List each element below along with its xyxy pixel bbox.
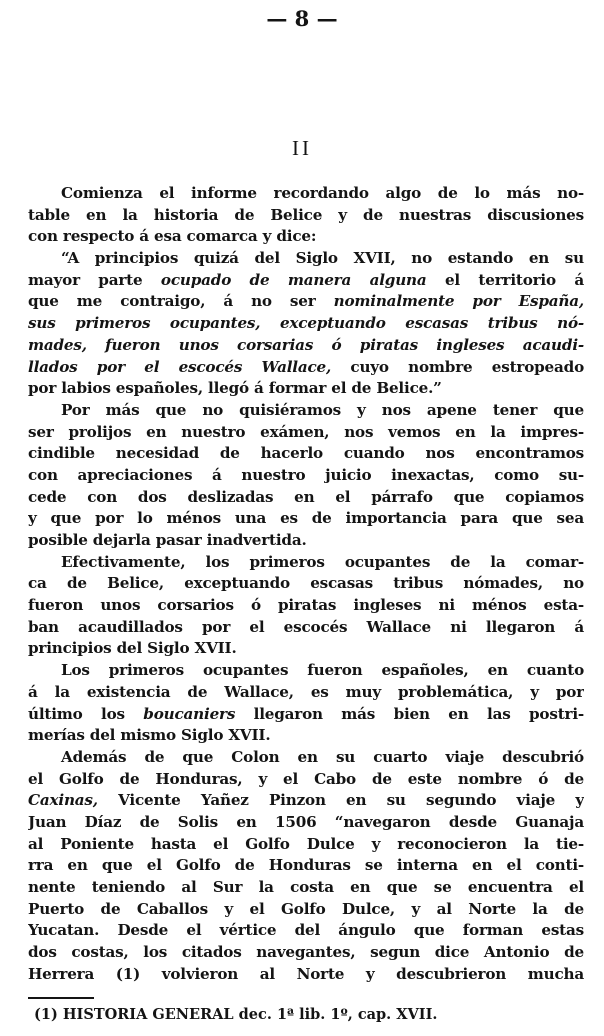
text-line: con apreciaciones á nuestro juicio inexactas, como su- — [28, 465, 584, 484]
text-line: Comienza el informe recordando algo de lo más no- — [61, 184, 584, 202]
text-line: principios del Siglo XVII. — [28, 639, 237, 658]
text-line: que me contraigo, á no ser nominalmente por España, — [28, 292, 584, 311]
body-text — [28, 183, 584, 985]
text-line: sus primeros ocupantes, exceptuando escasas tribus nó- — [28, 314, 584, 333]
text-line: por labios españoles, llegó á formar el de Belice.” — [28, 379, 442, 398]
text-line: Por más que no quisiéramos y nos apene tener que — [61, 400, 584, 419]
text-line: cindible necesidad de hacerlo cuando nos encontramos — [28, 444, 584, 463]
text-line: el Golfo de Honduras, y el Cabo de este nombre ó de — [28, 769, 584, 788]
text-line: Puerto de Caballos y el Golfo Dulce, y al Norte la de — [28, 899, 584, 918]
text-line: Herrera (1) volvieron al Norte y descubrieron mucha — [28, 964, 584, 983]
text-line: Efectivamente, los primeros ocupantes de la comar- — [61, 552, 584, 571]
text-line: posible dejarla pasar inadvertida. — [28, 531, 307, 549]
text-line: Caxinas, Vicente Yañez Pinzon en su segundo viaje y — [28, 791, 584, 810]
footnote: (1) HISTORIA GENERAL dec. 1ª lib. 1º, cap. XVII. — [34, 1006, 438, 1023]
text-line: table en la historia de Belice y de nuestras discusiones — [28, 205, 584, 224]
text-line: rra en que el Golfo de Honduras se interna en el conti- — [28, 856, 584, 875]
page-number: — 8 — — [266, 6, 338, 31]
text-line: último los boucaniers llegaron más bien en las postri- — [28, 704, 584, 723]
text-line: con respecto á esa comarca y dice: — [28, 227, 317, 246]
text-line: dos costas, los citados navegantes, segun dice Antonio de — [28, 943, 584, 962]
text-line: y que por lo ménos una es de importancia para que sea — [28, 509, 584, 528]
text-line: ser prolijos en nuestro exámen, nos vemos en la impres- — [28, 422, 584, 441]
text-line: Yucatan. Desde el vértice del ángulo que forman estas — [28, 921, 584, 940]
text-line: nente teniendo al Sur la costa en que se encuentra el — [28, 878, 584, 896]
text-line: á la existencia de Wallace, es muy problemática, y por — [28, 682, 584, 701]
footnote-rule — [28, 997, 94, 999]
text-line: Juan Díaz de Solis en 1506 “navegaron desde Guanaja — [28, 812, 584, 831]
text-line: Además de que Colon en su cuarto viaje descubrió — [61, 747, 584, 766]
text-line: al Poniente hasta el Golfo Dulce y reconocieron la tie- — [28, 834, 584, 853]
text-line: fueron unos corsarios ó piratas ingleses ni ménos esta- — [28, 596, 584, 615]
text-line: ban acaudillados por el escocés Wallace ni llegaron á — [28, 617, 584, 636]
text-line: ca de Belice, exceptuando escasas tribus nómades, no — [28, 574, 584, 593]
text-line: merías del mismo Siglo XVII. — [28, 726, 271, 745]
text-line: “A principios quizá del Siglo XVII, no estando en su — [61, 249, 584, 268]
text-line: Los primeros ocupantes fueron españoles, en cuanto — [61, 661, 584, 680]
text-line: mades, fueron unos corsarias ó piratas ingleses acaudi- — [28, 335, 584, 354]
text-line: cede con dos deslizadas en el párrafo que copiamos — [28, 487, 584, 506]
text-line: llados por el escocés Wallace, cuyo nombre estropeado — [28, 357, 584, 376]
text-line: mayor parte ocupado de manera alguna el territorio á — [28, 270, 584, 289]
section-heading: II — [292, 136, 312, 160]
